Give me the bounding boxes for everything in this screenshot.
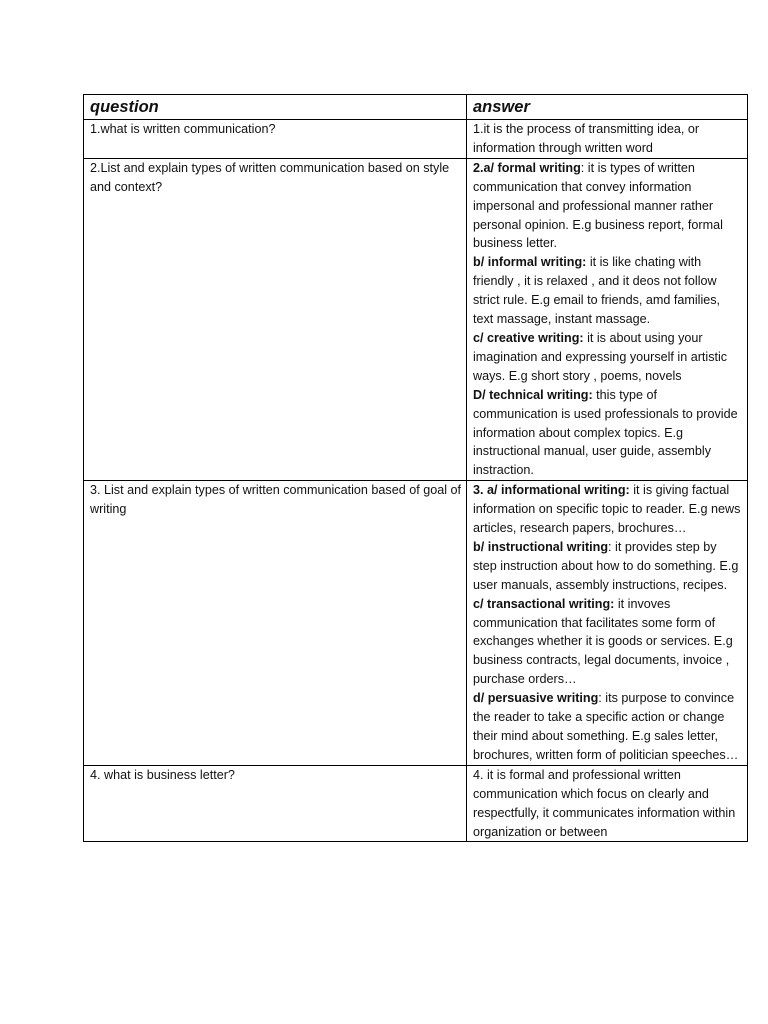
answer-cell-4 bbox=[467, 765, 748, 842]
question-header: question bbox=[84, 95, 467, 120]
answer-paragraph bbox=[473, 538, 743, 595]
question-cell-2: 2.List and explain types of written communication based on style and context? bbox=[84, 158, 467, 480]
answer-text: it is giving factual information on specific topic to reader. E.g news articles, research papers, brochures… bbox=[473, 483, 741, 536]
answer-cell-1 bbox=[467, 120, 748, 159]
table-row bbox=[84, 158, 748, 480]
answer-label: d/ persuasive writing bbox=[473, 691, 599, 706]
answer-paragraph bbox=[473, 329, 743, 386]
answer-text: it invoves communication that facilitates some form of exchanges whether it is goods or services. E.g business contracts, legal documents, invoice , purchase orders… bbox=[473, 596, 733, 687]
answer-text: : it provides step by step instruction about how to do something. E.g user manuals, assembly instructions, recipes. bbox=[473, 539, 739, 592]
answer-paragraph bbox=[473, 386, 743, 481]
question-cell-1: 1.what is written communication? bbox=[84, 120, 467, 159]
answer-text: 4. it is formal and professional written communication which focus on clearly and respectfully, it communicates information within organization or between bbox=[473, 767, 736, 839]
question-cell-4: 4. what is business letter? bbox=[84, 765, 467, 842]
answer-text: it is about using your imagination and expressing yourself in artistic ways. E.g short story , poems, novels bbox=[473, 330, 728, 383]
answer-label: c/ transactional writing: bbox=[473, 596, 615, 611]
answer-paragraph bbox=[473, 595, 743, 690]
qa-table bbox=[83, 94, 748, 842]
question-cell-3: 3. List and explain types of written communication based of goal of writing bbox=[84, 481, 467, 766]
answer-text: this type of communication is used professionals to provide information about complex topics. E.g instructional manual, user guide, assembly instraction. bbox=[473, 387, 738, 478]
answer-paragraph bbox=[473, 253, 743, 329]
answer-paragraph bbox=[473, 481, 743, 538]
answer-label: 2.a/ formal writing bbox=[473, 160, 581, 175]
answer-label: c/ creative writing: bbox=[473, 330, 584, 345]
answer-header: answer bbox=[467, 95, 748, 120]
answer-text: : it is types of written communication that convey information impersonal and professional manner rather personal opinion. E.g business report, formal business letter. bbox=[473, 160, 723, 251]
answer-paragraph bbox=[473, 159, 743, 254]
answer-text: 1.it is the process of transmitting idea, or information through written word bbox=[473, 122, 700, 155]
answer-label: b/ instructional writing bbox=[473, 539, 609, 554]
answer-paragraph bbox=[473, 120, 743, 158]
table-row bbox=[84, 120, 748, 159]
answer-cell-2 bbox=[467, 158, 748, 480]
header-row bbox=[84, 95, 748, 120]
answer-text: it is like chating with friendly , it is relaxed , and it deos not follow strict rule. E.g email to friends, amd families, text massage, instant massage. bbox=[473, 255, 721, 327]
answer-cell-3 bbox=[467, 481, 748, 766]
answer-paragraph bbox=[473, 766, 743, 842]
answer-text: : its purpose to convince the reader to take a specific action or change their mind about something. E.g sales letter, brochures, written form of politician speeches… bbox=[473, 691, 739, 762]
answer-label: 3. a/ informational writing: bbox=[473, 483, 630, 498]
table-row bbox=[84, 765, 748, 842]
table-row bbox=[84, 481, 748, 766]
answer-label: D/ technical writing: bbox=[473, 387, 593, 402]
answer-label: b/ informal writing: bbox=[473, 255, 587, 270]
answer-paragraph bbox=[473, 689, 743, 765]
